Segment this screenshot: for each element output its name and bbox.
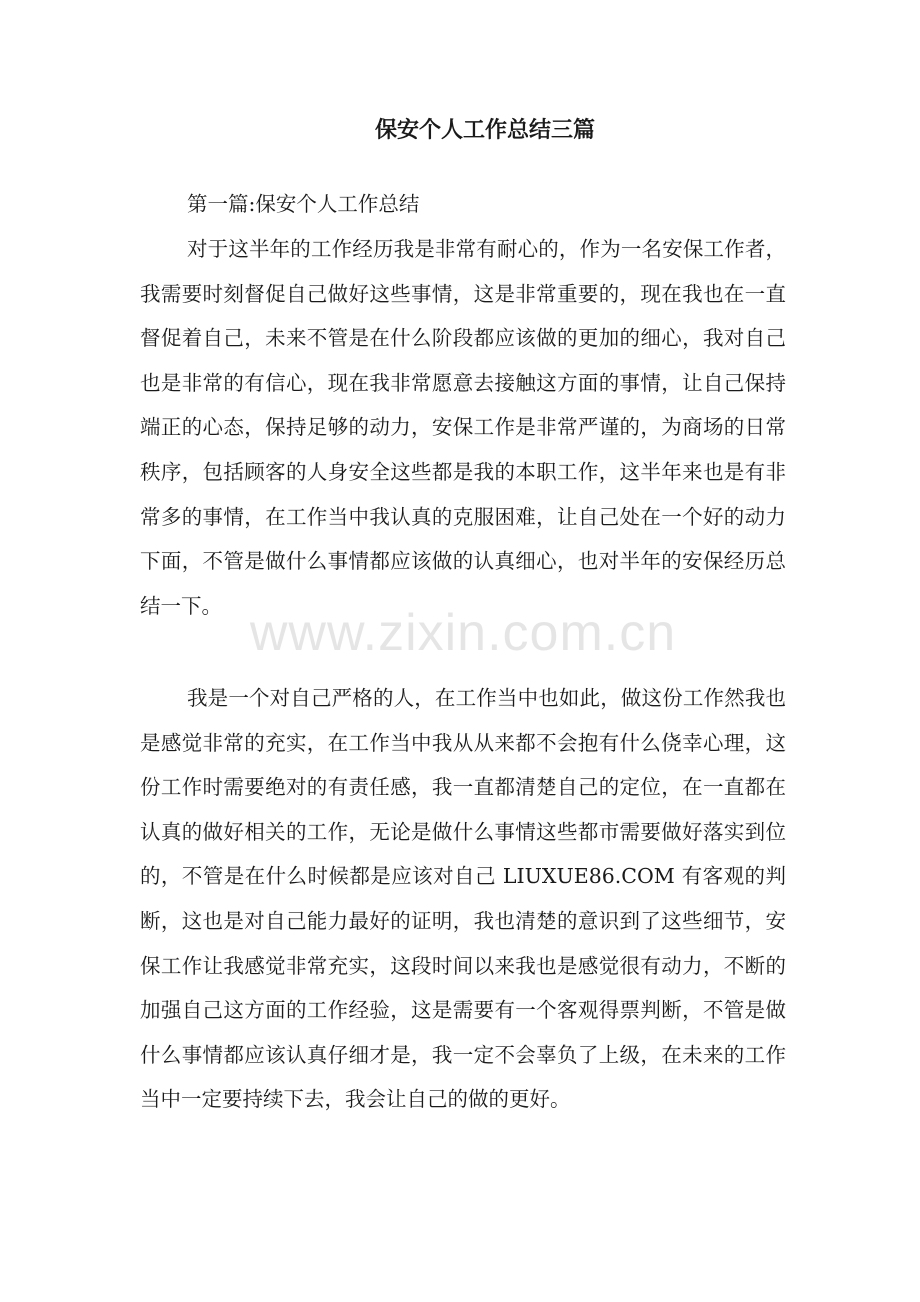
watermark: www.zixin.com.cn — [249, 604, 677, 662]
body-paragraph-1: 对于这半年的工作经历我是非常有耐心的，作为一名安保工作者，我需要时刻督促自己做好这些事情，这是非常重要的，现在我也在一直督促着自己，未来不管是在什么阶段都应该做的更加的细心，我对自己也是非常的有信心，现在我非常愿意去接触这方面的事情，让自己保持端正的心态，保持足够的动力，安保工作是非常严谨的，为商场的日常秩序，包括顾客的人身安全这些都是我的本职工作，这半年来也是有非常多的事情，在工作当中我认真的克服困难，让自己处在一个好的动力下面，不管是做什么事情都应该做的认真细心，也对半年的安保经历总结一下。 — [140, 237, 786, 618]
section-heading: 第一篇:保安个人工作总结 — [187, 192, 420, 216]
document-title: 保安个人工作总结三篇 — [374, 117, 595, 143]
body-paragraph-2: 我是一个对自己严格的人，在工作当中也如此，做这份工作然我也是感觉非常的充实，在工作当中我从从来都不会抱有什么侥幸心理，这份工作时需要绝对的有责任感，我一直都清楚自己的定位，在一直都在认真的做好相关的工作，无论是做什么事情这些都市需要做好落实到位的，不管是在什么时候都是应该对自己 LIUXUE86.COM 有客观的判断，这也是对自己能力最好的证明，我也清楚的意识到了这些细节，安保工作让我感觉非常充实，这段时间以来我也是感觉很有动力，不断的加强自己这方面的工作经验，这是需要有一个客观得票判断，不管是做什么事情都应该认真仔细才是，我一定不会辜负了上级，在未来的工作当中一定要持续下去，我会让自己的做的更好。 — [140, 686, 786, 1112]
